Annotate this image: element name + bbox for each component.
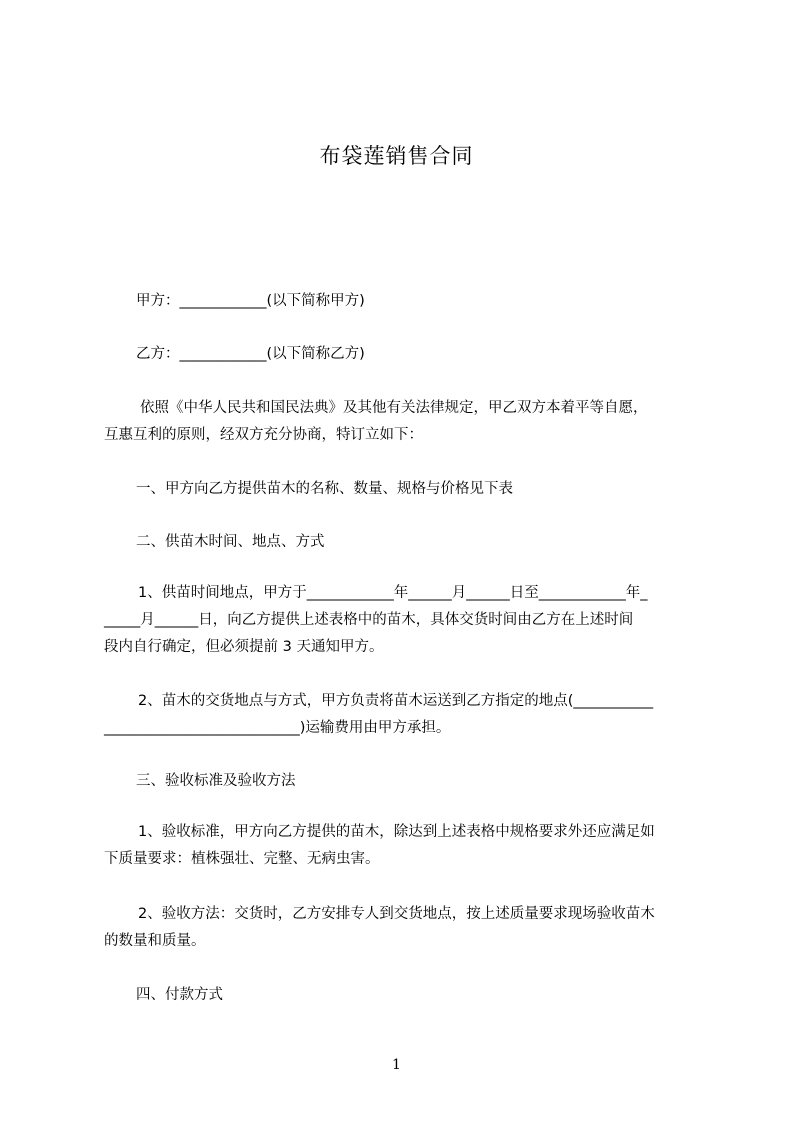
section-2-item-2-line-2: ___________________________)运输费用由甲方承担。	[104, 720, 451, 736]
page-number: 1	[392, 1057, 401, 1073]
section-3-item-1-line-1: 1、验收标准，甲方向乙方提供的苗木，除达到上述表格中规格要求外还应满足如	[138, 824, 655, 840]
section-2-item-1-line-3: 段内自行确定，但必须提前 3 天通知甲方。	[104, 639, 384, 655]
section-2-item-2-line-1: 2、苗木的交货地点与方式，甲方负责将苗木运送到乙方指定的地点(___________	[138, 693, 654, 709]
preamble-line-1: 依照《中华人民共和国民法典》及其他有关法律规定，甲乙双方本着平等自愿，	[140, 400, 648, 416]
party-b-line: 乙方：____________(以下简称乙方)	[136, 346, 365, 362]
section-3-item-1-line-2: 下质量要求：植株强壮、完整、无病虫害。	[104, 851, 380, 867]
section-1-heading: 一、甲方向乙方提供苗木的名称、数量、规格与价格见下表	[136, 481, 513, 497]
section-3-item-2-line-1: 2、验收方法：交货时，乙方安排专人到交货地点，按上述质量要求现场验收苗木	[138, 906, 655, 922]
section-3-heading: 三、验收标准及验收方法	[136, 773, 296, 789]
section-2-item-1-line-1: 1、供苗时间地点，甲方于____________年______月______日至____________年_	[138, 585, 648, 601]
preamble-line-2: 互惠互利的原则，经双方充分协商，特订立如下：	[104, 427, 423, 443]
section-3-item-2-line-2: 的数量和质量。	[104, 933, 206, 949]
section-2-item-1-line-2: _____月______日，向乙方提供上述表格中的苗木，具体交货时间由乙方在上述时间	[104, 612, 634, 628]
document-title: 布袋莲销售合同	[319, 144, 474, 168]
party-a-line: 甲方：____________(以下简称甲方)	[136, 293, 365, 309]
section-4-heading: 四、付款方式	[136, 987, 223, 1003]
section-2-heading: 二、供苗木时间、地点、方式	[136, 534, 325, 550]
